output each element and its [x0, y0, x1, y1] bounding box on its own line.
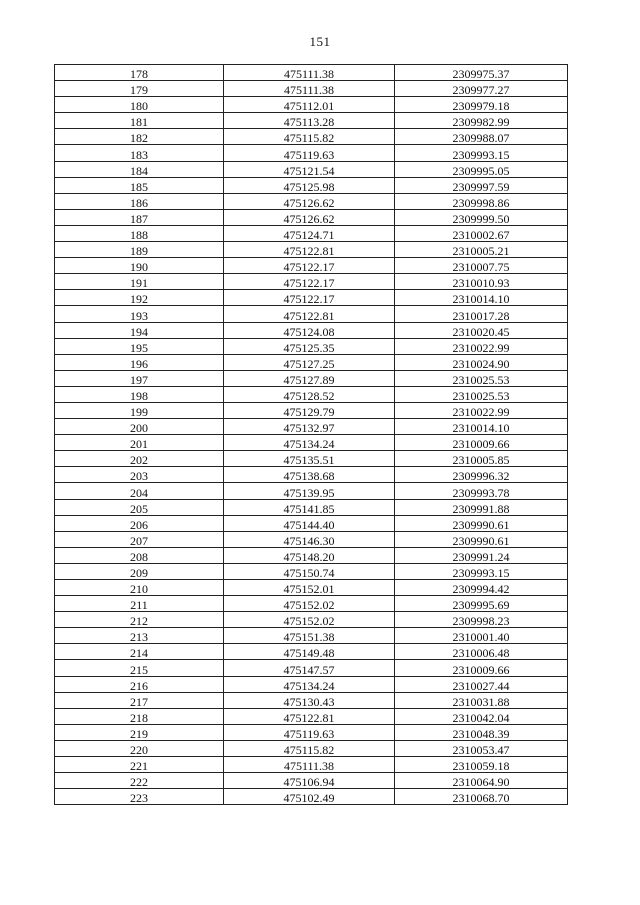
point-number-cell: 186	[55, 193, 224, 209]
x-coordinate-cell: 475122.17	[224, 290, 395, 306]
x-coordinate-cell: 475126.62	[224, 209, 395, 225]
point-number-cell: 217	[55, 692, 224, 708]
y-coordinate-cell: 2309995.05	[395, 161, 568, 177]
y-coordinate-cell: 2309995.69	[395, 596, 568, 612]
coordinates-table-body	[55, 65, 568, 805]
x-coordinate-cell: 475135.51	[224, 451, 395, 467]
table-row	[55, 580, 568, 596]
point-number-cell: 211	[55, 596, 224, 612]
table-row	[55, 435, 568, 451]
coordinates-table	[54, 64, 568, 805]
x-coordinate-cell: 475112.01	[224, 97, 395, 113]
point-number-cell: 205	[55, 499, 224, 515]
y-coordinate-cell: 2310059.18	[395, 757, 568, 773]
y-coordinate-cell: 2309999.50	[395, 209, 568, 225]
table-row	[55, 193, 568, 209]
page-number: 151	[309, 34, 331, 49]
x-coordinate-cell: 475151.38	[224, 628, 395, 644]
point-number-cell: 195	[55, 338, 224, 354]
point-number-cell: 196	[55, 354, 224, 370]
x-coordinate-cell: 475134.24	[224, 435, 395, 451]
y-coordinate-cell: 2310009.66	[395, 435, 568, 451]
table-row	[55, 354, 568, 370]
point-number-cell: 191	[55, 274, 224, 290]
table-row	[55, 563, 568, 579]
point-number-cell: 194	[55, 322, 224, 338]
x-coordinate-cell: 475122.81	[224, 306, 395, 322]
x-coordinate-cell: 475121.54	[224, 161, 395, 177]
y-coordinate-cell: 2310027.44	[395, 676, 568, 692]
x-coordinate-cell: 475139.95	[224, 483, 395, 499]
x-coordinate-cell: 475141.85	[224, 499, 395, 515]
x-coordinate-cell: 475125.98	[224, 177, 395, 193]
table-row	[55, 628, 568, 644]
y-coordinate-cell: 2310005.85	[395, 451, 568, 467]
y-coordinate-cell: 2309991.24	[395, 547, 568, 563]
y-coordinate-cell: 2309990.61	[395, 515, 568, 531]
point-number-cell: 219	[55, 724, 224, 740]
y-coordinate-cell: 2309994.42	[395, 580, 568, 596]
x-coordinate-cell: 475144.40	[224, 515, 395, 531]
point-number-cell: 185	[55, 177, 224, 193]
y-coordinate-cell: 2310014.10	[395, 290, 568, 306]
table-row	[55, 225, 568, 241]
y-coordinate-cell: 2310053.47	[395, 740, 568, 756]
point-number-cell: 221	[55, 757, 224, 773]
y-coordinate-cell: 2310009.66	[395, 660, 568, 676]
y-coordinate-cell: 2310025.53	[395, 370, 568, 386]
point-number-cell: 190	[55, 258, 224, 274]
table-row	[55, 386, 568, 402]
table-row	[55, 757, 568, 773]
point-number-cell: 210	[55, 580, 224, 596]
point-number-cell: 212	[55, 612, 224, 628]
table-row	[55, 676, 568, 692]
y-coordinate-cell: 2309982.99	[395, 113, 568, 129]
table-row	[55, 322, 568, 338]
y-coordinate-cell: 2309977.27	[395, 81, 568, 97]
table-row	[55, 177, 568, 193]
x-coordinate-cell: 475115.82	[224, 129, 395, 145]
y-coordinate-cell: 2310006.48	[395, 644, 568, 660]
x-coordinate-cell: 475126.62	[224, 193, 395, 209]
table-row	[55, 129, 568, 145]
table-row	[55, 306, 568, 322]
point-number-cell: 213	[55, 628, 224, 644]
x-coordinate-cell: 475113.28	[224, 113, 395, 129]
table-row	[55, 209, 568, 225]
y-coordinate-cell: 2310022.99	[395, 338, 568, 354]
point-number-cell: 209	[55, 563, 224, 579]
x-coordinate-cell: 475152.02	[224, 612, 395, 628]
y-coordinate-cell: 2309998.23	[395, 612, 568, 628]
table-row	[55, 483, 568, 499]
x-coordinate-cell: 475146.30	[224, 531, 395, 547]
point-number-cell: 197	[55, 370, 224, 386]
table-row	[55, 612, 568, 628]
point-number-cell: 182	[55, 129, 224, 145]
point-number-cell: 222	[55, 773, 224, 789]
x-coordinate-cell: 475119.63	[224, 724, 395, 740]
table-row	[55, 724, 568, 740]
table-row	[55, 692, 568, 708]
table-row	[55, 547, 568, 563]
table-row	[55, 161, 568, 177]
x-coordinate-cell: 475122.17	[224, 274, 395, 290]
point-number-cell: 200	[55, 419, 224, 435]
point-number-cell: 198	[55, 386, 224, 402]
y-coordinate-cell: 2310007.75	[395, 258, 568, 274]
table-row	[55, 515, 568, 531]
y-coordinate-cell: 2309979.18	[395, 97, 568, 113]
x-coordinate-cell: 475106.94	[224, 773, 395, 789]
y-coordinate-cell: 2309993.15	[395, 563, 568, 579]
x-coordinate-cell: 475129.79	[224, 402, 395, 418]
x-coordinate-cell: 475111.38	[224, 757, 395, 773]
point-number-cell: 183	[55, 145, 224, 161]
table-row	[55, 81, 568, 97]
point-number-cell: 181	[55, 113, 224, 129]
point-number-cell: 214	[55, 644, 224, 660]
point-number-cell: 206	[55, 515, 224, 531]
table-row	[55, 402, 568, 418]
y-coordinate-cell: 2310005.21	[395, 242, 568, 258]
x-coordinate-cell: 475130.43	[224, 692, 395, 708]
y-coordinate-cell: 2309993.15	[395, 145, 568, 161]
y-coordinate-cell: 2309993.78	[395, 483, 568, 499]
point-number-cell: 199	[55, 402, 224, 418]
x-coordinate-cell: 475119.63	[224, 145, 395, 161]
table-row	[55, 113, 568, 129]
y-coordinate-cell: 2310017.28	[395, 306, 568, 322]
x-coordinate-cell: 475128.52	[224, 386, 395, 402]
table-row	[55, 789, 568, 805]
point-number-cell: 218	[55, 708, 224, 724]
point-number-cell: 188	[55, 225, 224, 241]
x-coordinate-cell: 475122.81	[224, 242, 395, 258]
x-coordinate-cell: 475111.38	[224, 81, 395, 97]
x-coordinate-cell: 475125.35	[224, 338, 395, 354]
point-number-cell: 189	[55, 242, 224, 258]
table-row	[55, 644, 568, 660]
y-coordinate-cell: 2310024.90	[395, 354, 568, 370]
x-coordinate-cell: 475147.57	[224, 660, 395, 676]
x-coordinate-cell: 475111.38	[224, 65, 395, 81]
point-number-cell: 207	[55, 531, 224, 547]
table-row	[55, 531, 568, 547]
point-number-cell: 187	[55, 209, 224, 225]
point-number-cell: 193	[55, 306, 224, 322]
point-number-cell: 179	[55, 81, 224, 97]
table-row	[55, 290, 568, 306]
table-row	[55, 242, 568, 258]
y-coordinate-cell: 2309998.86	[395, 193, 568, 209]
x-coordinate-cell: 475134.24	[224, 676, 395, 692]
point-number-cell: 180	[55, 97, 224, 113]
table-row	[55, 338, 568, 354]
table-row	[55, 65, 568, 81]
y-coordinate-cell: 2310010.93	[395, 274, 568, 290]
x-coordinate-cell: 475124.71	[224, 225, 395, 241]
x-coordinate-cell: 475149.48	[224, 644, 395, 660]
table-row	[55, 97, 568, 113]
y-coordinate-cell: 2310022.99	[395, 402, 568, 418]
point-number-cell: 203	[55, 467, 224, 483]
point-number-cell: 220	[55, 740, 224, 756]
table-row	[55, 370, 568, 386]
x-coordinate-cell: 475148.20	[224, 547, 395, 563]
table-row	[55, 451, 568, 467]
y-coordinate-cell: 2310025.53	[395, 386, 568, 402]
x-coordinate-cell: 475102.49	[224, 789, 395, 805]
point-number-cell: 178	[55, 65, 224, 81]
point-number-cell: 216	[55, 676, 224, 692]
table-row	[55, 708, 568, 724]
x-coordinate-cell: 475127.25	[224, 354, 395, 370]
y-coordinate-cell: 2310068.70	[395, 789, 568, 805]
x-coordinate-cell: 475152.01	[224, 580, 395, 596]
y-coordinate-cell: 2310064.90	[395, 773, 568, 789]
table-row	[55, 499, 568, 515]
table-row	[55, 419, 568, 435]
y-coordinate-cell: 2310002.67	[395, 225, 568, 241]
x-coordinate-cell: 475122.81	[224, 708, 395, 724]
point-number-cell: 204	[55, 483, 224, 499]
table-row	[55, 258, 568, 274]
point-number-cell: 208	[55, 547, 224, 563]
point-number-cell: 201	[55, 435, 224, 451]
y-coordinate-cell: 2310048.39	[395, 724, 568, 740]
y-coordinate-cell: 2310014.10	[395, 419, 568, 435]
point-number-cell: 215	[55, 660, 224, 676]
x-coordinate-cell: 475150.74	[224, 563, 395, 579]
y-coordinate-cell: 2309988.07	[395, 129, 568, 145]
table-row	[55, 274, 568, 290]
point-number-cell: 202	[55, 451, 224, 467]
table-row	[55, 773, 568, 789]
point-number-cell: 223	[55, 789, 224, 805]
x-coordinate-cell: 475132.97	[224, 419, 395, 435]
y-coordinate-cell: 2309975.37	[395, 65, 568, 81]
table-row	[55, 467, 568, 483]
x-coordinate-cell: 475138.68	[224, 467, 395, 483]
y-coordinate-cell: 2310020.45	[395, 322, 568, 338]
table-row	[55, 660, 568, 676]
y-coordinate-cell: 2310001.40	[395, 628, 568, 644]
point-number-cell: 184	[55, 161, 224, 177]
y-coordinate-cell: 2309990.61	[395, 531, 568, 547]
y-coordinate-cell: 2310042.04	[395, 708, 568, 724]
x-coordinate-cell: 475152.02	[224, 596, 395, 612]
table-row	[55, 145, 568, 161]
table-row	[55, 740, 568, 756]
y-coordinate-cell: 2309991.88	[395, 499, 568, 515]
point-number-cell: 192	[55, 290, 224, 306]
y-coordinate-cell: 2310031.88	[395, 692, 568, 708]
x-coordinate-cell: 475127.89	[224, 370, 395, 386]
table-row	[55, 596, 568, 612]
y-coordinate-cell: 2309997.59	[395, 177, 568, 193]
x-coordinate-cell: 475115.82	[224, 740, 395, 756]
x-coordinate-cell: 475124.08	[224, 322, 395, 338]
x-coordinate-cell: 475122.17	[224, 258, 395, 274]
y-coordinate-cell: 2309996.32	[395, 467, 568, 483]
